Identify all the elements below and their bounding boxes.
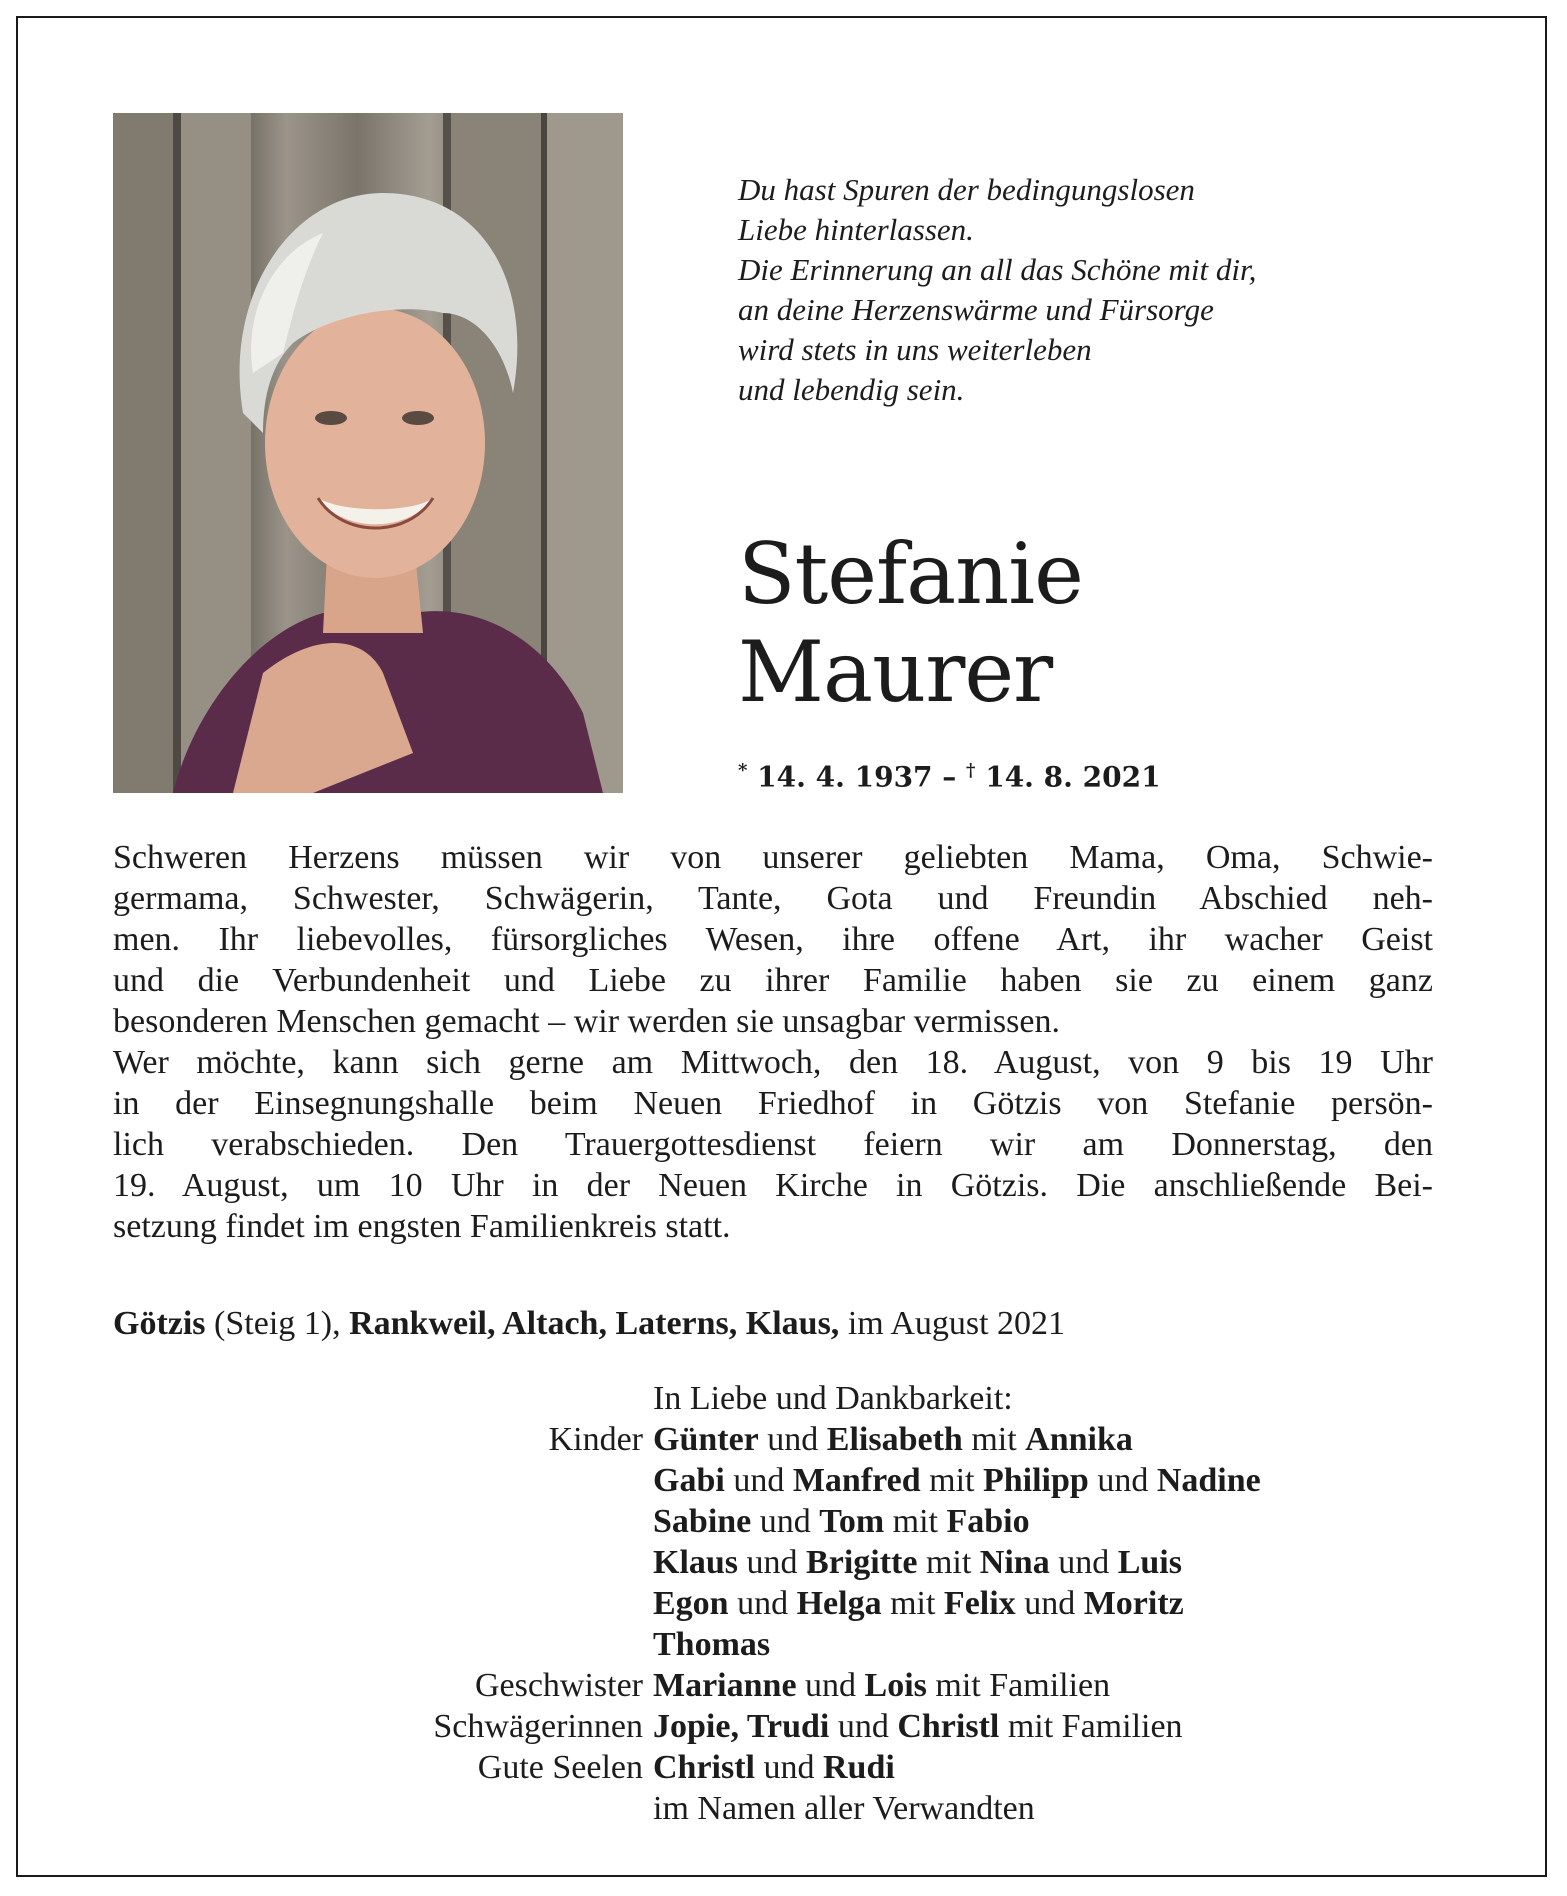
signature-connector: im Namen aller Verwandten [653,1790,1035,1827]
place-address: (Steig 1), [205,1305,350,1342]
poem-line: Die Erinnerung an all das Schöne mit dir, [738,252,1257,287]
signature-names [653,1542,1182,1583]
signature-person-name: Brigitte [806,1544,918,1581]
signature-person-name: Lois [864,1667,927,1704]
signature-connector: mit Familien [926,1667,1111,1704]
signature-person-name: Nadine [1156,1462,1261,1499]
signature-connector: und [728,1585,797,1622]
signature-connector: mit [920,1462,983,1499]
signature-role: Kinder [548,1421,643,1458]
portrait-photo [113,113,623,793]
memorial-poem [738,170,1438,410]
signature-person-name: Helga [796,1585,882,1622]
signature-names [653,1747,895,1788]
signature-row [113,1419,1443,1460]
signature-names [653,1583,1184,1624]
signature-person-name: Günter [653,1421,759,1458]
poem-line: Liebe hinterlassen. [738,212,974,247]
text-line: lich verabschieden. Den Trauergottesdienst feiern wir am Donnerstag, den [113,1126,1433,1163]
signature-connector: und [796,1667,865,1704]
signature-names [653,1788,1035,1829]
signature-person-name: Christl [653,1749,755,1786]
signature-connector: und [829,1708,898,1745]
signature-role: Schwägerinnen [433,1708,643,1745]
signature-person-name: Jopie, Trudi [653,1708,830,1745]
signature-connector: und [1049,1544,1118,1581]
signature-role [113,1624,653,1665]
signature-row [113,1624,1443,1665]
signature-names [653,1665,1110,1706]
signature-row [113,1583,1443,1624]
signature-person-name: Philipp [982,1462,1089,1499]
signature-connector: und [738,1544,807,1581]
signature-connector: mit [881,1585,944,1622]
text-line: und die Verbundenheit und Liebe zu ihrer Familie haben sie zu einem ganz [113,962,1433,999]
signature-names [653,1501,1030,1542]
signature-connector: und [1088,1462,1157,1499]
text-line: besonderen Menschen gemacht – wir werden sie unsagbar vermissen. [113,1003,1060,1040]
signature-row [113,1788,1443,1829]
signature-role [113,1788,653,1829]
signature-role [113,1583,653,1624]
deceased-name [738,525,1083,721]
signature-person-name: Felix [943,1585,1016,1622]
text-line: 19. August, um 10 Uhr in der Neuen Kirche in Götzis. Die anschließende Bei- [113,1167,1433,1204]
signature-connector: und [1015,1585,1084,1622]
signature-row [113,1665,1443,1706]
birth-date: 14. 4. 1937 [757,760,933,794]
signature-connector: mit [917,1544,980,1581]
signature-connector: und [724,1462,793,1499]
last-name: Maurer [738,623,1053,721]
poem-line: an deine Herzenswärme und Fürsorge [738,292,1214,327]
place-main-town: Götzis [113,1305,206,1342]
signature-names [653,1460,1261,1501]
death-date: 14. 8. 2021 [985,760,1161,794]
date-separator: – [942,760,957,794]
signature-person-name: Marianne [653,1667,797,1704]
signature-person-name: Manfred [792,1462,921,1499]
signature-row [113,1706,1443,1747]
signatures [113,1378,1443,1829]
signature-person-name: Sabine [653,1503,752,1540]
text-line: germama, Schwester, Schwägerin, Tante, Gota und Freundin Abschied neh- [113,880,1433,917]
signature-row [113,1501,1443,1542]
signature-connector: und [758,1421,827,1458]
text-line: in der Einsegnungshalle beim Neuen Friedhof in Götzis von Stefanie persön- [113,1085,1433,1122]
poem-line: Du hast Spuren der bedingungslosen [738,172,1195,207]
signature-intro: In Liebe und Dankbarkeit: [653,1380,1013,1417]
signature-row [113,1460,1443,1501]
signature-names [653,1706,1183,1747]
signature-connector: mit [884,1503,947,1540]
text-line: Schweren Herzens müssen wir von unserer geliebten Mama, Oma, Schwie- [113,839,1433,876]
signature-row [113,1747,1443,1788]
signature-role [113,1542,653,1583]
signature-person-name: Annika [1025,1421,1133,1458]
place-towns: Rankweil, Altach, Laterns, Klaus, [349,1305,840,1342]
signature-person-name: Elisabeth [826,1421,963,1458]
signature-role [113,1501,653,1542]
signature-person-name: Thomas [653,1626,771,1663]
birth-symbol: * [738,760,748,781]
life-dates [738,760,1161,793]
signature-connector: und [751,1503,820,1540]
portrait-illustration [113,113,623,793]
death-symbol: † [966,760,976,781]
signature-person-name: Tom [819,1503,885,1540]
signature-person-name: Moritz [1083,1585,1184,1622]
place-date-line [113,1303,1065,1344]
signature-intro-row [113,1378,1443,1419]
signature-role: Gute Seelen [477,1749,643,1786]
signature-person-name: Egon [653,1585,729,1622]
signature-person-name: Gabi [653,1462,725,1499]
place-date: im August 2021 [839,1305,1066,1342]
text-line: Wer möchte, kann sich gerne am Mittwoch, den 18. August, von 9 bis 19 Uhr [113,1044,1433,1081]
signature-connector: und [755,1749,823,1786]
signature-person-name: Luis [1117,1544,1182,1581]
signature-role [113,1460,653,1501]
text-line: setzung findet im engsten Familienkreis statt. [113,1208,731,1245]
signature-person-name: Rudi [823,1749,895,1786]
signature-names [653,1419,1133,1460]
poem-line: und lebendig sein. [738,372,965,407]
signature-person-name: Klaus [653,1544,739,1581]
signature-person-name: Christl [897,1708,1000,1745]
signature-row [113,1542,1443,1583]
poem-line: wird stets in uns weiterleben [738,332,1092,367]
signature-person-name: Fabio [946,1503,1030,1540]
signature-names [653,1624,770,1665]
signature-connector: mit Familien [999,1708,1183,1745]
signature-person-name: Nina [979,1544,1050,1581]
obituary-text [113,837,1433,1247]
text-line: men. Ihr liebevolles, fürsorgliches Wesen, ihre offene Art, ihr wacher Geist [113,921,1433,958]
signature-role: Geschwister [474,1667,643,1704]
signature-connector: mit [962,1421,1026,1458]
first-name: Stefanie [738,525,1083,623]
